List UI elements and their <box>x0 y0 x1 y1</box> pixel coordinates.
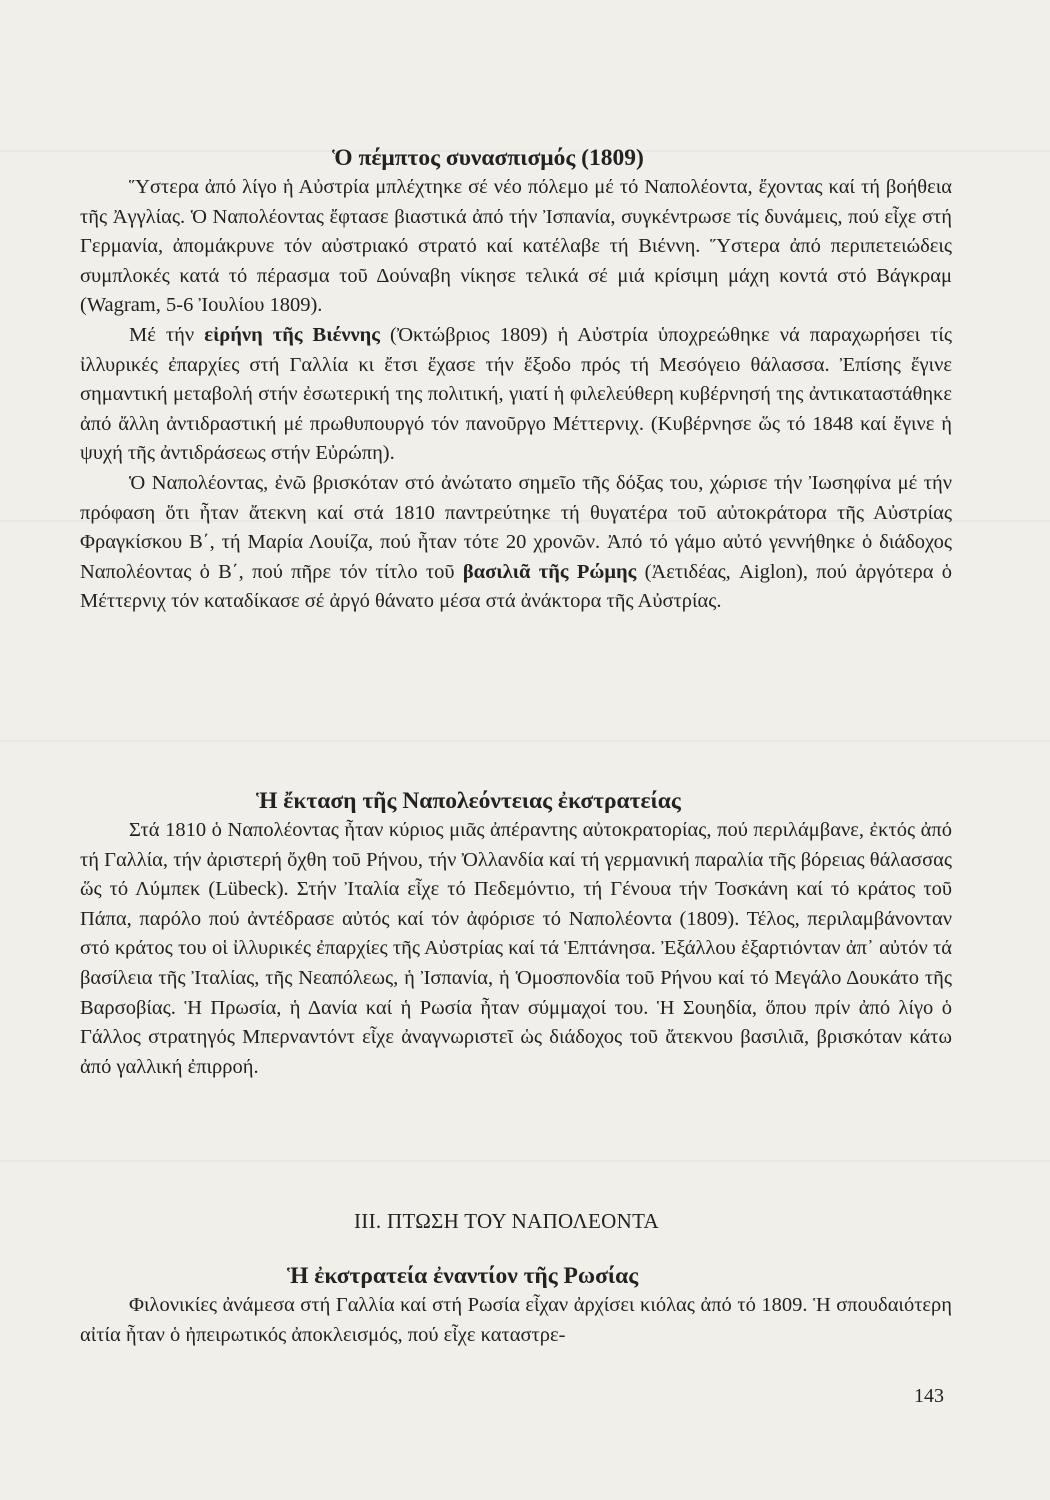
bleed-through-line <box>0 740 1050 742</box>
section-heading: Ἡ ἔκταση τῆς Ναπολεόντειας ἐκστρατείας <box>256 788 681 814</box>
paragraph: Φιλονικίες ἀνάμεσα στή Γαλλία καί στή Ρωσία εἶχαν ἀρχίσει κιόλας ἀπό τό 1809. Ἡ σπουδαιότερη αἰτία ἦταν ὁ ἠπειρωτικός ἀποκλεισμός, πού εἶχε καταστρε- <box>80 1294 952 1346</box>
bold-term: βασιλιᾶ τῆς Ρώμης <box>462 560 637 583</box>
section-fifth-coalition <box>80 143 952 617</box>
section-empire-extent <box>80 786 952 1082</box>
page-number: 143 <box>914 1385 944 1407</box>
bold-term: εἰρήνη τῆς Βιέννης <box>204 323 380 346</box>
bleed-through-line <box>0 1160 1050 1162</box>
section-heading: Ἡ ἐκστρατεία ἐναντίον τῆς Ρωσίας <box>287 1263 639 1289</box>
paragraph: Στά 1810 ὁ Ναπολέοντας ἦταν κύριος μιᾶς ἀπέραντης αὐτοκρατορίας, πού περιλάμβανε, ἐκτός ἀπό τή Γαλλία, τήν ἀριστερή ὄχθη τοῦ Ρήνου, τήν Ὀλλανδία καί τή γερμανική παραλία τῆς βόρειας θάλασσας ὥς τό Λύμπεκ (Lübeck). Στήν Ἰταλία εἶχε τό Πεδεμόντιο, τή Γένουα τήν Τοσκάνη καί τό κράτος τοῦ Πάπα, παρόλο πού ἀντέδρασε αὐτός καί τόν ἀφόρισε τό Ναπολέοντα (1809). Τέλος, περιλαμβάνονταν στό κράτος του οἱ ἰλλυρικές ἐπαρχίες τῆς Αὐστρίας καί τά Ἑπτάνησα. Ἐξάλλου ἐξαρτιόνταν ἀπ᾿ αὐτόν τά βασίλεια τῆς Ἰταλίας, τῆς Νεαπόλεως, ἡ Ἰσπανία, ἡ Ὁμοσπονδία τοῦ Ρήνου καί τό Μεγάλο Δουκάτο τῆς Βαρσοβίας. Ἡ Πρωσία, ἡ Δανία καί ἡ Ρωσία ἦταν σύμμαχοί του. Ἡ Σουηδία, ὅπου πρίν ἀπό λίγο ὁ Γάλλος στρατηγός Μπερναντόντ εἶχε ἀναγνωριστεῖ ὡς διάδοχος τοῦ ἄτεκνου βασιλιᾶ, βρισκόταν κάτω ἀπό γαλλική ἐπιρροή. <box>80 819 952 1078</box>
paragraph: Μέ τήν εἰρήνη τῆς Βιέννης (Ὀκτώβριος 1809) ἡ Αὐστρία ὑποχρεώθηκε νά παραχωρήσει τίς ἰλλυρικές ἐπαρχίες στή Γαλλία κι ἔτσι ἔχασε τήν ἔξοδο πρός τή Μεσόγειο θάλασσα. Ἐπίσης ἔγινε σημαντική μεταβολή στήν ἐσωτερική της πολιτική, γιατί ἡ φιλελεύθερη κυβέρνησή της ἀντικαταστάθηκε ἀπό ἄλλη ἀντιδραστική μέ πρωθυπουργό τόν πανοῦργο Μέττερνιχ. (Κυβέρνησε ὥς τό 1848 καί ἔγινε ἡ ψυχή τῆς ἀντιδράσεως στήν Εὐρώπη). <box>80 323 953 465</box>
chapter-title: ΙΙΙ. ΠΤΩΣΗ ΤΟΥ ΝΑΠΟΛΕΟΝΤΑ <box>354 1209 660 1233</box>
section-russia-campaign <box>80 1261 952 1350</box>
chapter-block <box>80 1206 952 1236</box>
paragraph: Ὁ Ναπολέοντας, ἐνῶ βρισκόταν στό ἀνώτατο σημεῖο τῆς δόξας του, χώρισε τήν Ἰωσηφίνα μέ τήν πρόφαση ὅτι ἦταν ἄτεκνη καί στά 1810 παντρεύτηκε τή θυγατέρα τοῦ αὐτοκράτορα τῆς Αὐστρίας Φραγκίσκου Β΄, τή Μαρία Λουίζα, πού ἦταν τότε 20 χρονῶν. Ἀπό τό γάμο αὐτό γεννήθηκε ὁ διάδοχος Ναπολέοντας ὁ Β΄, πού πῆρε τόν τίτλο τοῦ βασιλιᾶ τῆς Ρώμης (Ἀετιδέας, Aiglon), πού ἀργότερα ὁ Μέττερνιχ τόν καταδίκασε σέ ἀργό θάνατο μέσα στά ἀνάκτορα τῆς Αὐστρίας. <box>80 471 953 613</box>
section-heading: Ὁ πέμπτος συνασπισμός (1809) <box>332 145 644 171</box>
paragraph: Ὕστερα ἀπό λίγο ἡ Αὐστρία μπλέχτηκε σέ νέο πόλεμο μέ τό Ναπολέοντα, ἔχοντας καί τή βοήθεια τῆς Ἀγγλίας. Ὁ Ναπολέοντας ἔφτασε βιαστικά ἀπό τήν Ἰσπανία, συγκέντρωσε τίς δυνάμεις, πού εἶχε στή Γερμανία, ἀπομάκρυνε τόν αὐστριακό στρατό καί κατέλαβε τή Βιέννη. Ὕστερα ἀπό περιπετειώδεις συμπλοκές κατά τό πέρασμα τοῦ Δούναβη νίκησε τελικά σέ μιά κρίσιμη μάχη κοντά στό Βάγκραμ (Wagram, 5-6 Ἰουλίου 1809). <box>80 176 952 317</box>
